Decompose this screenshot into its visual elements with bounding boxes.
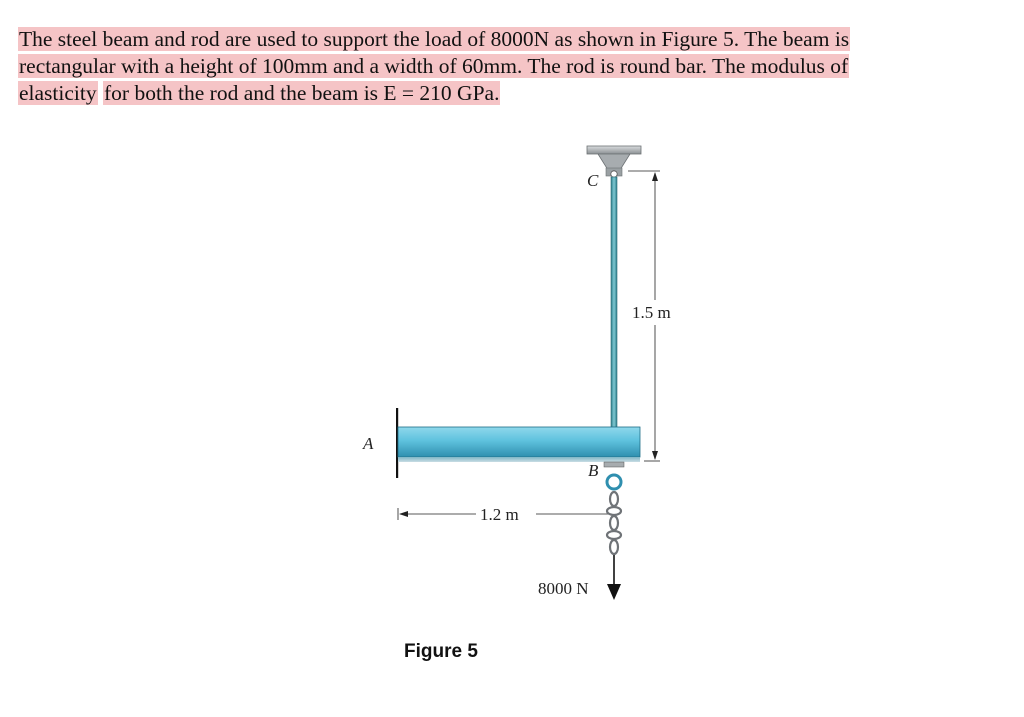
connector-b [604,462,624,489]
beam [398,427,640,462]
load-label: 8000 N [538,579,589,598]
problem-line-1: The steel beam and rod are used to support the load of 8000N as shown in Figure 5. The beam is [19,27,850,51]
load-arrow-icon [607,555,621,600]
rod-length-label: 1.5 m [632,303,671,322]
problem-line-2: rectangular with a height of 100mm and a width of 60mm. The rod is round bar. The modulus of [19,54,849,78]
figure-caption: Figure 5 [404,641,478,662]
label-c: C [587,171,599,190]
problem-line-3b: for both the rod and the beam is E = 210 GPa. [104,81,500,105]
rod [611,177,617,429]
label-b: B [588,461,599,480]
beam-length-label: 1.2 m [480,505,519,524]
label-a: A [363,434,374,453]
chain [607,492,621,554]
problem-line-3a: elasticity [19,81,97,105]
